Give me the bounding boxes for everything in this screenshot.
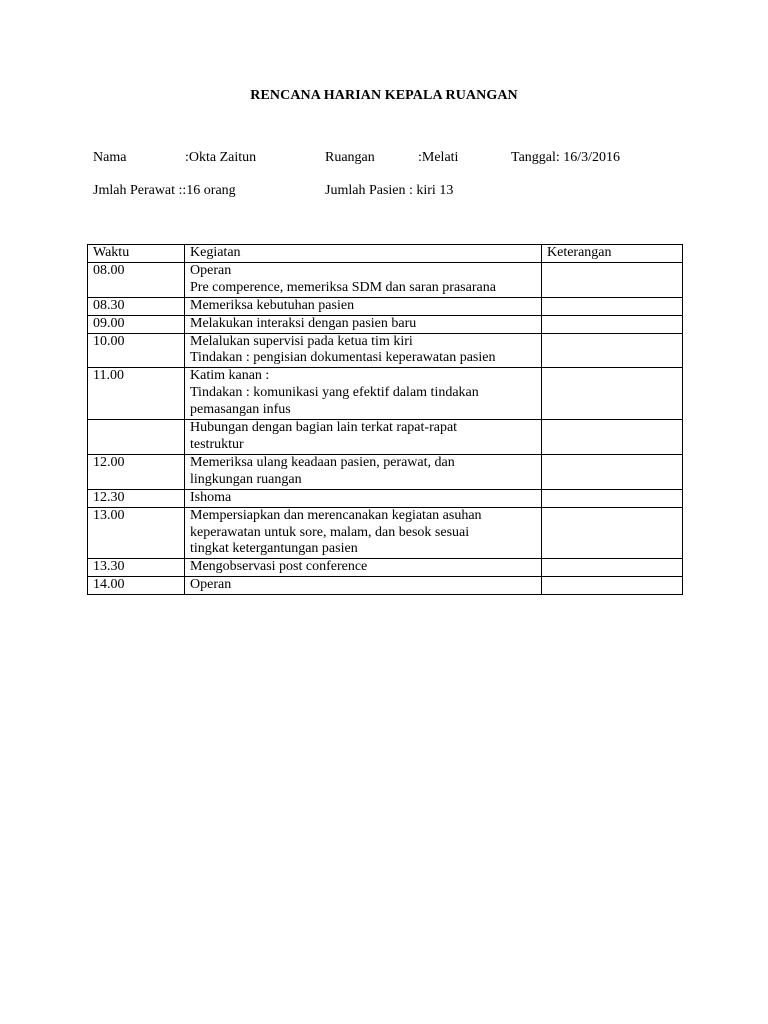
kegiatan-line: Operan — [190, 262, 232, 278]
keterangan-cell — [542, 454, 683, 489]
kegiatan-line: lingkungan ruangan — [190, 471, 302, 487]
header-waktu: Waktu — [88, 245, 185, 263]
waktu-cell: 11.00 — [88, 368, 185, 420]
kegiatan-line: Operan — [190, 577, 232, 593]
header-kegiatan: Kegiatan — [185, 245, 542, 263]
kegiatan-line: Melalukan supervisi pada ketua tim kiri — [190, 333, 413, 349]
table-row — [88, 507, 683, 559]
waktu-cell: 08.30 — [88, 297, 185, 315]
kegiatan-line: Tindakan : komunikasi yang efektif dalam tindakan — [190, 385, 479, 401]
kegiatan-cell — [185, 577, 542, 595]
ruangan-value: :Melati — [418, 150, 459, 165]
kegiatan-cell — [185, 262, 542, 297]
waktu-cell: 10.00 — [88, 333, 185, 368]
waktu-cell: 08.00 — [88, 262, 185, 297]
keterangan-cell — [542, 559, 683, 577]
kegiatan-line: Hubungan dengan bagian lain terkat rapat-rapat — [190, 420, 458, 436]
kegiatan-cell — [185, 315, 542, 333]
kegiatan-line: Mengobservasi post conference — [190, 559, 368, 575]
table-row — [88, 333, 683, 368]
kegiatan-line: Tindakan : pengisian dokumentasi keperawatan pasien — [190, 350, 496, 366]
kegiatan-cell — [185, 507, 542, 559]
kegiatan-line: testruktur — [190, 436, 244, 452]
kegiatan-line: Ishoma — [190, 489, 232, 505]
table-row — [88, 577, 683, 595]
keterangan-cell — [542, 577, 683, 595]
keterangan-cell — [542, 262, 683, 297]
kegiatan-line: Katim kanan : — [190, 368, 270, 384]
kegiatan-cell — [185, 297, 542, 315]
table-row — [88, 489, 683, 507]
nama-value: :Okta Zaitun — [185, 150, 257, 165]
waktu-cell: 13.30 — [88, 559, 185, 577]
waktu-cell: 14.00 — [88, 577, 185, 595]
kegiatan-cell — [185, 454, 542, 489]
table-row — [88, 297, 683, 315]
kegiatan-cell — [185, 420, 542, 455]
table-header-row — [88, 245, 683, 263]
keterangan-cell — [542, 297, 683, 315]
tanggal-text: Tanggal: 16/3/2016 — [511, 150, 621, 165]
nama-label: Nama — [93, 150, 127, 165]
document-title: RENCANA HARIAN KEPALA RUANGAN — [250, 88, 518, 103]
kegiatan-line: tingkat ketergantungan pasien — [190, 541, 358, 557]
waktu-cell: 13.00 — [88, 507, 185, 559]
kegiatan-line: Mempersiapkan dan merencanakan kegiatan asuhan — [190, 507, 482, 523]
keterangan-cell — [542, 315, 683, 333]
schedule-table — [87, 244, 683, 595]
kegiatan-line: pemasangan infus — [190, 402, 291, 418]
kegiatan-line: Melakukan interaksi dengan pasien baru — [190, 315, 417, 331]
kegiatan-line: Memeriksa kebutuhan pasien — [190, 297, 355, 313]
header-keterangan: Keterangan — [542, 245, 683, 263]
keterangan-cell — [542, 333, 683, 368]
kegiatan-line: keperawatan untuk sore, malam, dan besok sesuai — [190, 524, 470, 540]
keterangan-cell — [542, 420, 683, 455]
kegiatan-cell — [185, 368, 542, 420]
kegiatan-line: Memeriksa ulang keadaan pasien, perawat, dan — [190, 454, 455, 470]
table-row — [88, 454, 683, 489]
keterangan-cell — [542, 368, 683, 420]
kegiatan-cell — [185, 333, 542, 368]
table-row — [88, 368, 683, 420]
keterangan-cell — [542, 507, 683, 559]
waktu-cell — [88, 420, 185, 455]
waktu-cell: 12.00 — [88, 454, 185, 489]
kegiatan-cell — [185, 559, 542, 577]
keterangan-cell — [542, 489, 683, 507]
ruangan-label: Ruangan — [325, 150, 375, 165]
waktu-cell: 12.30 — [88, 489, 185, 507]
jumlah-pasien-text: Jumlah Pasien : kiri 13 — [325, 183, 454, 198]
table-row — [88, 420, 683, 455]
table-row — [88, 315, 683, 333]
table-row — [88, 262, 683, 297]
kegiatan-cell — [185, 489, 542, 507]
table-row — [88, 559, 683, 577]
waktu-cell: 09.00 — [88, 315, 185, 333]
kegiatan-line: Pre comperence, memeriksa SDM dan saran prasarana — [190, 279, 496, 295]
jumlah-perawat-text: Jmlah Perawat ::16 orang — [93, 183, 236, 198]
